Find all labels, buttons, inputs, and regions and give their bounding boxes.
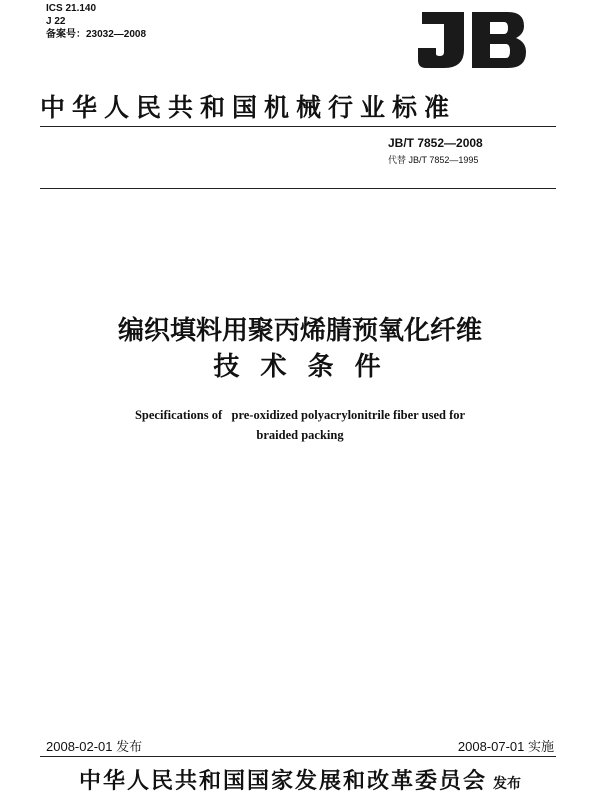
top-divider	[40, 126, 556, 127]
bottom-divider	[40, 188, 556, 189]
issuer-name: 中华人民共和国国家发展和改革委员会	[78, 769, 487, 794]
footer-divider	[40, 756, 556, 757]
classification-code: J 22	[46, 16, 66, 27]
english-title-line1: Specifications of pre-oxidized polyacrylonitrile fiber used for	[134, 408, 466, 422]
english-title-line2: braided packing	[256, 428, 344, 442]
issuer-suffix: 发布	[493, 776, 521, 792]
publish-date: 2008-02-01 发布	[46, 739, 143, 754]
issuer-line	[0, 764, 600, 795]
ics-code: ICS 21.140	[46, 3, 97, 14]
replaces-code: 代替 JB/T 7852—1995	[388, 155, 479, 165]
jb-logo	[414, 6, 530, 72]
header-meta	[46, 2, 146, 41]
implement-date: 2008-07-01 实施	[457, 739, 554, 754]
standard-type-title: 中华人民共和国机械行业标准	[40, 93, 457, 122]
standard-code: JB/T 7852—2008	[388, 136, 483, 150]
jb-logo-graphic	[414, 6, 530, 72]
filing-number: 备案号：23032—2008	[46, 29, 147, 40]
standard-codes	[388, 136, 538, 166]
chinese-title-line1: 编织填料用聚丙烯腈预氧化纤维	[117, 316, 482, 346]
chinese-title-line2: 技 术 条 件	[213, 352, 387, 382]
